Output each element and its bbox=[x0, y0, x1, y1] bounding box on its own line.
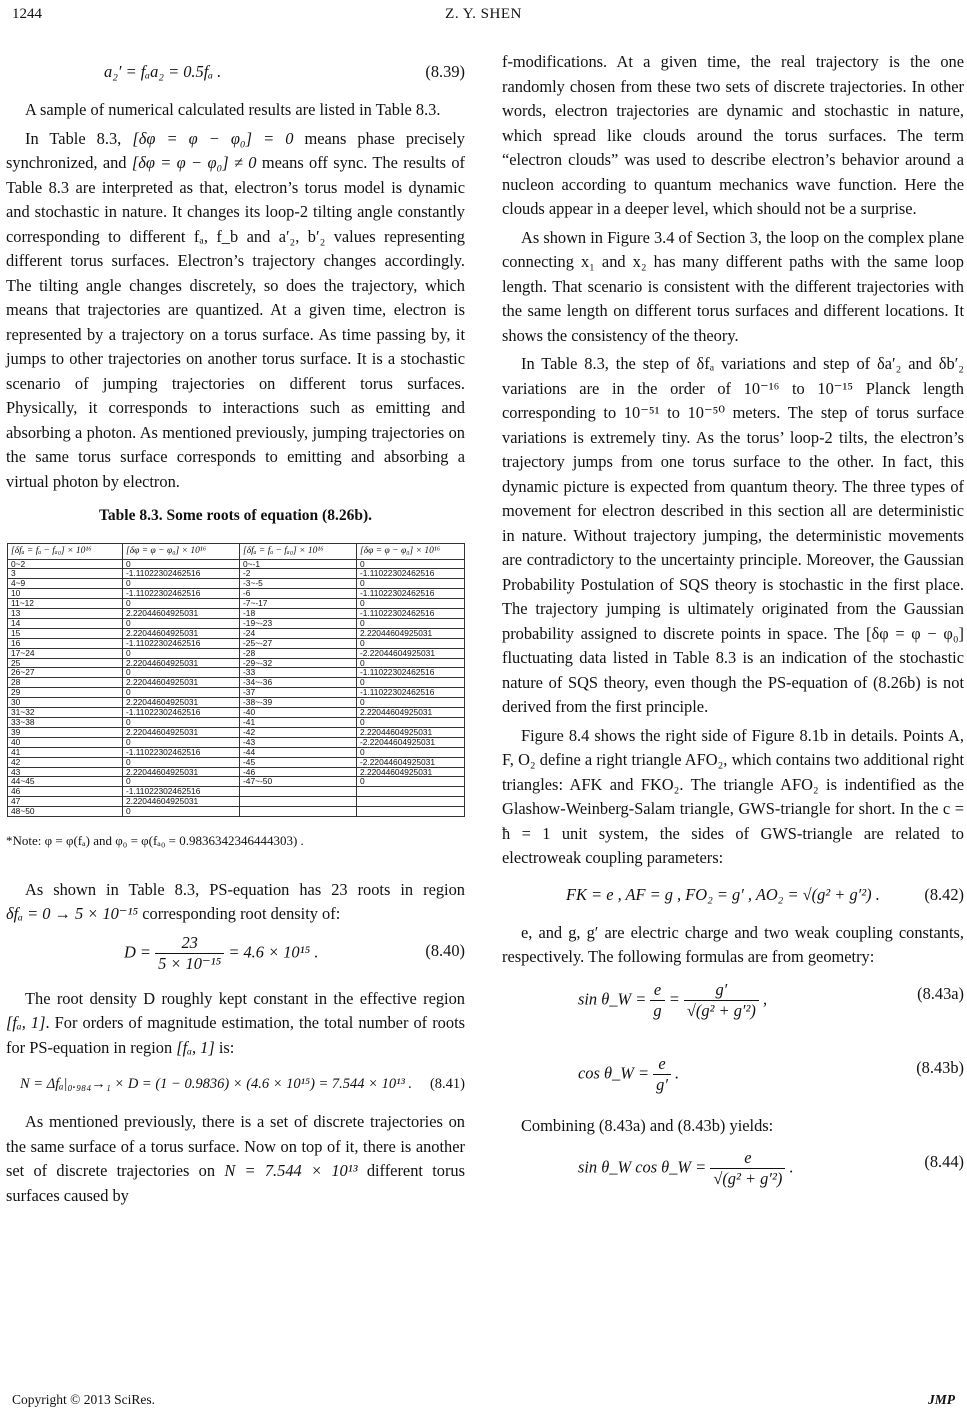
numerator: e bbox=[653, 979, 662, 999]
table-cell: -38~-39 bbox=[240, 698, 357, 708]
table-row bbox=[8, 628, 465, 638]
equation-8-43a-number: (8.43a) bbox=[917, 983, 964, 1003]
table-cell: 2.22044604925031 bbox=[123, 678, 240, 688]
text-run: As mentioned previously, there is a set of discrete trajectories on the same surface of a torus surface. Now on top of it, there is another set of discrete trajectories on bbox=[6, 1112, 465, 1181]
page-number: 1244 bbox=[12, 6, 42, 22]
table-cell: -33 bbox=[240, 668, 357, 678]
table-cell: 0 bbox=[123, 737, 240, 747]
table-row bbox=[8, 658, 465, 668]
table-cell: 26~27 bbox=[8, 668, 123, 678]
table-cell: -1.11022302462516 bbox=[123, 747, 240, 757]
table-cell: 0 bbox=[123, 579, 240, 589]
eq-punct: . bbox=[789, 1157, 794, 1177]
equation-8-44 bbox=[502, 1142, 964, 1202]
equation-8-40-number: (8.40) bbox=[425, 940, 465, 960]
table-cell: 11~12 bbox=[8, 599, 123, 609]
table-row bbox=[8, 698, 465, 708]
table-cell: -37 bbox=[240, 688, 357, 698]
table-row bbox=[8, 727, 465, 737]
table-row bbox=[8, 807, 465, 817]
table-cell: 10 bbox=[8, 589, 123, 599]
table-cell: -2.22044604925031 bbox=[357, 737, 465, 747]
table-cell bbox=[240, 797, 357, 807]
table-row bbox=[8, 589, 465, 599]
equation-8-44-number: (8.44) bbox=[924, 1152, 964, 1171]
table-cell: 0 bbox=[357, 777, 465, 787]
table-cell: -1.11022302462516 bbox=[357, 569, 465, 579]
table-row bbox=[8, 668, 465, 678]
table-cell: 0 bbox=[123, 807, 240, 817]
table-cell: 0 bbox=[123, 648, 240, 658]
table-cell: 2.22044604925031 bbox=[123, 727, 240, 737]
table-row bbox=[8, 638, 465, 648]
table-cell: 0 bbox=[123, 757, 240, 767]
table-cell: 2.22044604925031 bbox=[357, 727, 465, 737]
table-cell: -1.11022302462516 bbox=[357, 668, 465, 678]
inline-math: [δφ = φ − φ₀] ≠ 0 bbox=[131, 153, 257, 172]
equation-8-41-number: (8.41) bbox=[429, 1076, 465, 1093]
denominator: 5 × 10⁻¹⁵ bbox=[155, 953, 224, 974]
table-cell: 0 bbox=[357, 638, 465, 648]
table-cell: -40 bbox=[240, 708, 357, 718]
table-cell: 41 bbox=[8, 747, 123, 757]
table-header: [δfₐ = fₐ − fₐ₀] × 10¹⁶ bbox=[8, 543, 123, 559]
table-cell: 0 bbox=[357, 678, 465, 688]
eq-lhs: D = bbox=[124, 941, 151, 961]
text-run: . For orders of magnitude estimation, the total number of roots for PS-equation in region bbox=[6, 1013, 465, 1057]
table-cell: -1.11022302462516 bbox=[123, 589, 240, 599]
equation-8-42 bbox=[502, 875, 964, 915]
inline-math: N = 7.544 × 10¹³ bbox=[224, 1161, 358, 1181]
fraction bbox=[650, 980, 664, 1021]
eq-operator: = bbox=[668, 988, 680, 1008]
table-cell: 0 bbox=[357, 599, 465, 609]
table-cell: 17~24 bbox=[8, 648, 123, 658]
table-caption: Table 8.3. Some roots of equation (8.26b). bbox=[99, 507, 372, 524]
denominator: √(g² + g′²) bbox=[684, 1000, 759, 1021]
eq-lhs: sin θ_W cos θ_W = bbox=[578, 1157, 707, 1177]
equation-8-42-expr: FK = e , AF = g , FO₂ = g′ , AO₂ = √(g² + g′²) . bbox=[566, 884, 880, 904]
table-cell: -6 bbox=[240, 589, 357, 599]
equation-8-39-expr: a₂′ = fₐa₂ = 0.5fₐ . bbox=[104, 62, 222, 81]
denominator: g′ bbox=[653, 1074, 671, 1095]
table-cell: -25~-27 bbox=[240, 638, 357, 648]
table-row bbox=[8, 718, 465, 728]
fraction bbox=[684, 980, 759, 1021]
table-cell: 0 bbox=[357, 747, 465, 757]
table-row bbox=[8, 609, 465, 619]
table-cell: 2.22044604925031 bbox=[123, 767, 240, 777]
table-cell: -3~-5 bbox=[240, 579, 357, 589]
table-cell: -41 bbox=[240, 718, 357, 728]
table-cell: -42 bbox=[240, 727, 357, 737]
copyright: Copyright © 2013 SciRes. bbox=[12, 1392, 156, 1407]
table-cell: 30 bbox=[8, 698, 123, 708]
table-cell: 0~2 bbox=[8, 559, 123, 569]
table-cell: 0 bbox=[357, 698, 465, 708]
table-cell: -1.11022302462516 bbox=[123, 569, 240, 579]
table-cell: -1.11022302462516 bbox=[357, 589, 465, 599]
table-cell: -29~-32 bbox=[240, 658, 357, 668]
running-author: Z. Y. SHEN bbox=[445, 6, 522, 22]
table-row bbox=[8, 747, 465, 757]
table-cell: -43 bbox=[240, 737, 357, 747]
table-cell: -1.11022302462516 bbox=[123, 787, 240, 797]
denominator: g bbox=[650, 1000, 664, 1021]
numerator: e bbox=[658, 1053, 666, 1073]
fraction bbox=[653, 1054, 671, 1095]
table-row bbox=[8, 648, 465, 658]
table-note: *Note: φ = φ(fₐ) and φ₀ = φ(fₐ₀ = 0.9836342346444303) . bbox=[6, 833, 304, 849]
table-cell: -44 bbox=[240, 747, 357, 757]
table-header: [δφ = φ − φ₀] × 10¹⁶ bbox=[123, 543, 240, 559]
equation-8-39 bbox=[6, 52, 465, 92]
table-cell: 29 bbox=[8, 688, 123, 698]
table-cell: 2.22044604925031 bbox=[123, 698, 240, 708]
table-cell: -45 bbox=[240, 757, 357, 767]
table-cell: 0 bbox=[357, 579, 465, 589]
table-cell: 28 bbox=[8, 678, 123, 688]
table-row bbox=[8, 787, 465, 797]
table-cell: -1.11022302462516 bbox=[123, 638, 240, 648]
equation-8-39-number: (8.39) bbox=[425, 62, 465, 81]
table-cell: 2.22044604925031 bbox=[123, 797, 240, 807]
table-cell: -19~-23 bbox=[240, 618, 357, 628]
table-row bbox=[8, 569, 465, 579]
text-run: corresponding root density of: bbox=[142, 904, 341, 924]
equation-8-44-expr bbox=[578, 1148, 794, 1189]
equation-8-40 bbox=[6, 931, 465, 981]
table-cell: -24 bbox=[240, 628, 357, 638]
table-cell: 0 bbox=[357, 658, 465, 668]
numerator: g′ bbox=[715, 979, 728, 999]
eq-punct: . bbox=[675, 1062, 680, 1082]
table-cell bbox=[240, 807, 357, 817]
paragraph: A sample of numerical calculated results are listed in Table 8.3. bbox=[25, 100, 441, 119]
table-cell: -18 bbox=[240, 609, 357, 619]
equation-8-40-expr bbox=[124, 933, 318, 974]
table-cell: -1.11022302462516 bbox=[357, 609, 465, 619]
eq-punct: , bbox=[762, 988, 768, 1008]
table-cell bbox=[240, 787, 357, 797]
table-row bbox=[8, 767, 465, 777]
paragraph: As shown in Figure 3.4 of Section 3, the loop on the complex plane connecting x₁ and x₂ has many different paths with the same loop length. That scenario is consistent with the different trajectories with the same length on different torus surfaces and different locations. It shows the consistency of the theory. bbox=[502, 227, 964, 345]
table-row bbox=[8, 599, 465, 609]
table-cell: 2.22044604925031 bbox=[357, 767, 465, 777]
table-cell bbox=[357, 807, 465, 817]
table-row bbox=[8, 757, 465, 767]
equation-8-41 bbox=[6, 1064, 465, 1104]
table-cell: 2.22044604925031 bbox=[123, 609, 240, 619]
table-cell: 25 bbox=[8, 658, 123, 668]
paragraph bbox=[6, 987, 465, 1061]
table-cell: -28 bbox=[240, 648, 357, 658]
table-cell: 4~9 bbox=[8, 579, 123, 589]
equation-8-43a bbox=[502, 974, 964, 1042]
table-cell: 0 bbox=[123, 718, 240, 728]
inline-math: [fₐ, 1] bbox=[176, 1037, 215, 1057]
text-run: In Table 8.3, bbox=[25, 128, 122, 148]
table-row bbox=[8, 777, 465, 787]
right-column bbox=[502, 50, 964, 1208]
table-cell: 0 bbox=[123, 688, 240, 698]
fraction bbox=[155, 933, 224, 974]
inline-math: [δφ = φ − φ₀] = 0 bbox=[132, 128, 294, 148]
table-row bbox=[8, 618, 465, 628]
table-cell: -47~-50 bbox=[240, 777, 357, 787]
table-row bbox=[8, 737, 465, 747]
table-cell: 47 bbox=[8, 797, 123, 807]
table-cell: 15 bbox=[8, 628, 123, 638]
table-header: [δφ = φ − φ₀] × 10¹⁶ bbox=[357, 543, 465, 559]
table-cell: 2.22044604925031 bbox=[357, 708, 465, 718]
roots-table bbox=[7, 543, 465, 818]
text-run: The root density D roughly kept constant in the effective region bbox=[25, 988, 465, 1008]
table-cell: 0 bbox=[357, 718, 465, 728]
equation-8-43b bbox=[502, 1048, 964, 1108]
table-cell: 0 bbox=[123, 618, 240, 628]
table-cell: 0 bbox=[123, 559, 240, 569]
table-cell: -34~-36 bbox=[240, 678, 357, 688]
paragraph: Combining (8.43a) and (8.43b) yields: bbox=[521, 1115, 774, 1135]
text-run: means phase precisely synchronized, and bbox=[6, 128, 465, 172]
table-cell: 0~-1 bbox=[240, 559, 357, 569]
table-cell: 43 bbox=[8, 767, 123, 777]
equation-8-42-number: (8.42) bbox=[924, 884, 964, 904]
numerator: e bbox=[744, 1148, 752, 1167]
table-cell: 39 bbox=[8, 727, 123, 737]
equation-8-41-expr: N = Δfₐ|₀.₉₈₄→₁ × D = (1 − 0.9836) × (4.6 × 10¹⁵) = 7.544 × 10¹³ . bbox=[20, 1076, 413, 1093]
text-run: means off sync. The results of Table 8.3 are interpreted as that, electron’s torus model is dynamic and stochastic in nature. It changes its loop-2 tilting angle constantly corresponding to different fₐ, f_b and a′₂, b′₂ values representing different torus surfaces. Electron’s trajectory changes accordingly. The tilting angle changes discretely, so does the trajectory, which means that trajectories are quantized. At a given time, electron is represented by a trajectory on a torus surface. As time passing by, it jumps to other trajectories on another torus surface. It is a stochastic scenario of jumping trajectories on different torus surfaces. Physically, it corresponds to interactions such as emitting and absorbing a photon. As mentioned previously, jumping trajectories on the same torus surface corresponds to emitting and absorbing a virtual photon by electron. bbox=[6, 153, 465, 491]
paragraph: Figure 8.4 shows the right side of Figure 8.1b in details. Points A, F, O₂ define a right triangle AFO₂, which contains two additional right triangles: AFK and FKO₂. The triangle AFO₂ is indentified as the Glashow-Weinberg-Salam triangle, GWS-triangle for short. In the c = ħ = 1 unit system, the sides of GWS-triangle are related to electroweak coupling parameters: bbox=[502, 725, 964, 867]
table-cell: 0 bbox=[123, 668, 240, 678]
fraction bbox=[710, 1148, 785, 1189]
table-cell bbox=[357, 797, 465, 807]
table-row bbox=[8, 688, 465, 698]
table-cell: 3 bbox=[8, 569, 123, 579]
table-cell: 46 bbox=[8, 787, 123, 797]
table-cell: 0 bbox=[123, 599, 240, 609]
table-cell: -2 bbox=[240, 569, 357, 579]
table-cell: 16 bbox=[8, 638, 123, 648]
table-row bbox=[8, 579, 465, 589]
table-row bbox=[8, 678, 465, 688]
table-header: [δfₐ = fₐ − fₐ₀] × 10¹⁶ bbox=[240, 543, 357, 559]
table-row bbox=[8, 559, 465, 569]
eq-lhs: cos θ_W = bbox=[578, 1062, 650, 1082]
journal-name: JMP bbox=[928, 1392, 955, 1407]
denominator: √(g² + g′²) bbox=[710, 1168, 785, 1189]
table-cell: 14 bbox=[8, 618, 123, 628]
text-run: As shown in Table 8.3, PS-equation has 23 roots in region bbox=[25, 879, 465, 899]
inline-math: δfₐ = 0 → 5 × 10⁻¹⁵ bbox=[6, 904, 139, 924]
table-cell: 13 bbox=[8, 609, 123, 619]
table-row bbox=[8, 708, 465, 718]
numerator: 23 bbox=[181, 932, 198, 952]
table-cell: -1.11022302462516 bbox=[357, 688, 465, 698]
table-row bbox=[8, 797, 465, 807]
table-cell: -7~-17 bbox=[240, 599, 357, 609]
equation-8-43b-number: (8.43b) bbox=[916, 1057, 964, 1077]
paragraph bbox=[6, 878, 465, 927]
table-cell: 40 bbox=[8, 737, 123, 747]
paragraph: e, and g, g′ are electric charge and two weak coupling constants, respectively. The following formulas are from geometry: bbox=[502, 922, 964, 966]
table-cell: -2.22044604925031 bbox=[357, 757, 465, 767]
table-cell: 31~32 bbox=[8, 708, 123, 718]
paragraph bbox=[6, 127, 465, 495]
eq-lhs: sin θ_W = bbox=[578, 988, 647, 1008]
paragraph: In Table 8.3, the step of δfₐ variations and step of δa′₂ and δb′₂ variations are in the order of 10⁻¹⁶ to 10⁻¹⁵ Planck length corresponding to 10⁻⁵¹ to 10⁻⁵⁰ meters. The step of torus surface variations is extremely tiny. As the torus’ loop-2 tilts, the electron’s trajectory jumps from one torus surface to the other. In fact, this dynamic picture is expected from quantum theory. The three types of movement for electron described in this section all are deterministic in nature. Without trajectory jumping, the deterministic movements are contradictory to the uncertainty principle. Moreover, the Gaussian Probability Postulation of SQS theory is stochastic in the first place. The trajectory jumping is ultimately originated from the Gaussian probability assigned to discrete points in space. The [δφ = φ − φ₀] fluctuating data listed in Table 8.3 is an indication of the stochastic nature of SQS theory, even though the PS-equation of (8.26b) is not derived from the first principle. bbox=[502, 354, 964, 716]
table-cell: 42 bbox=[8, 757, 123, 767]
page-header bbox=[12, 6, 955, 28]
table-cell: 0 bbox=[123, 777, 240, 787]
left-column bbox=[6, 50, 465, 1212]
eq-rhs: = 4.6 × 10¹⁵ . bbox=[228, 941, 319, 961]
table-cell: -2.22044604925031 bbox=[357, 648, 465, 658]
table-cell: 2.22044604925031 bbox=[357, 628, 465, 638]
table-cell bbox=[357, 787, 465, 797]
table-cell: -1.11022302462516 bbox=[123, 708, 240, 718]
paragraph: f-modifications. At a given time, the real trajectory is the one randomly chosen from these two sets of discrete trajectories. In other words, electron trajectories are dynamic and stochastic in nature, which spread like clouds around the torus surfaces. The term “electron clouds” was used to describe electron’s behavior around a nucleon according to quantum mechanics wave function. Here the clouds appear in a deeper level, which should not be a surprise. bbox=[502, 52, 964, 218]
table-cell: 33~38 bbox=[8, 718, 123, 728]
paragraph bbox=[6, 1110, 465, 1208]
page-footer bbox=[12, 1392, 955, 1408]
table-cell: 0 bbox=[357, 559, 465, 569]
table-cell: 2.22044604925031 bbox=[123, 658, 240, 668]
table-cell: 2.22044604925031 bbox=[123, 628, 240, 638]
table-cell: -46 bbox=[240, 767, 357, 777]
table-cell: 44~45 bbox=[8, 777, 123, 787]
text-run: different torus surfaces caused by bbox=[6, 1161, 465, 1205]
table-cell: 48~50 bbox=[8, 807, 123, 817]
text-run: is: bbox=[218, 1037, 235, 1057]
equation-8-43b-expr bbox=[578, 1054, 679, 1095]
inline-math: [fₐ, 1] bbox=[6, 1013, 46, 1033]
equation-8-43a-expr bbox=[578, 980, 767, 1021]
table-cell: 0 bbox=[357, 618, 465, 628]
